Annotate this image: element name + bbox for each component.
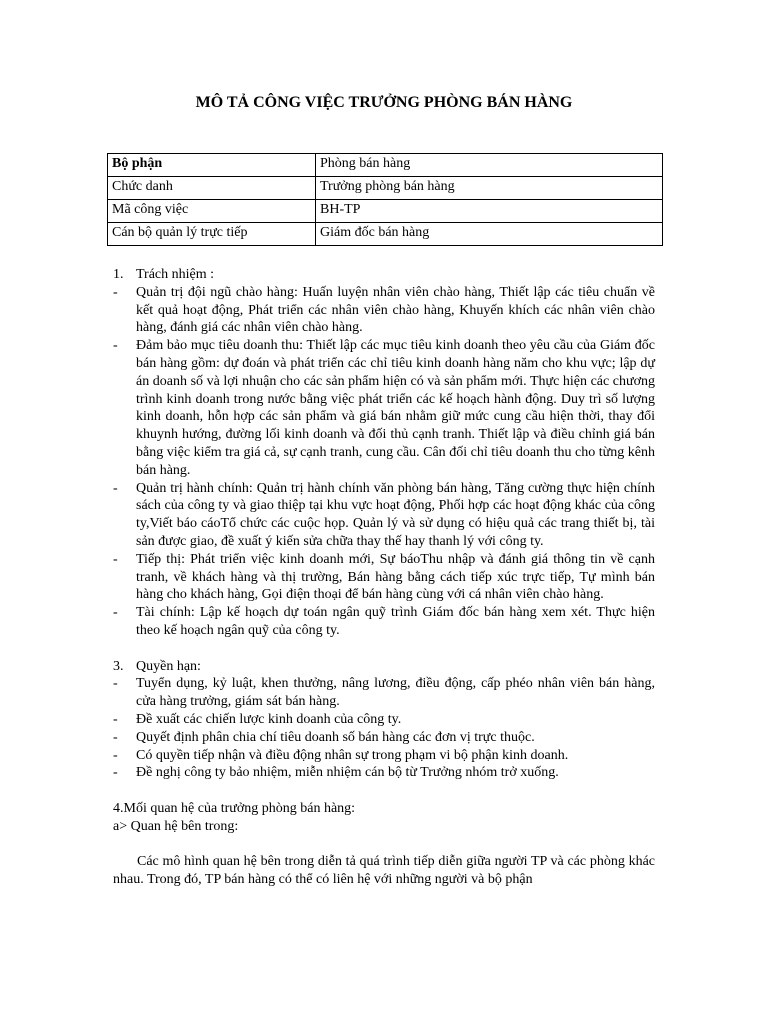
table-row <box>108 154 663 177</box>
list-item <box>113 747 655 765</box>
section-4-heading: 4.Mối quan hệ của trưởng phòng bán hàng: <box>113 800 356 816</box>
list-item <box>113 337 655 479</box>
table-label-manager: Cán bộ quản lý trực tiếp <box>108 223 316 246</box>
section-number: 1. <box>113 267 124 282</box>
bullet: - <box>113 284 118 300</box>
bullet: - <box>113 551 118 567</box>
bullet: - <box>113 747 118 763</box>
table-label-job-code: Mã công việc <box>108 200 316 223</box>
list-item-text: Tài chính: Lập kế hoạch dự toán ngân quỹ trình Giám đốc bán hàng xem xét. Thực hiện theo kế hoạch ngân quỹ của công ty. <box>136 605 655 638</box>
spacer <box>113 782 655 800</box>
bullet: - <box>113 729 118 745</box>
section-heading-text: Trách nhiệm : <box>136 267 215 282</box>
list-item-text: Tiếp thị: Phát triển việc kinh doanh mới, Sự báoThu nhập và đánh giá thông tin về cạnh tranh, về khách hàng và thị trường, Bán hàng bằng cách tiếp xúc trực tiếp, Tự mình bán hàng cho khách hàng, Gọi điện thoại để bán hàng cùng với cá nhân viên chào hàng. <box>136 551 655 603</box>
section-number: 3. <box>113 658 124 674</box>
bullet: - <box>113 765 118 781</box>
list-item <box>113 764 655 782</box>
list-item <box>113 551 655 604</box>
subsection-4a-heading: a> Quan hệ bên trong: <box>113 818 239 834</box>
list-item <box>113 711 655 729</box>
job-info-table <box>107 153 663 246</box>
table-row <box>108 223 663 246</box>
bullet: - <box>113 711 118 727</box>
document-body <box>113 266 655 889</box>
table-row <box>108 177 663 200</box>
table-value-manager: Giám đốc bán hàng <box>316 223 663 246</box>
table-label-position: Chức danh <box>108 177 316 200</box>
bullet: - <box>113 676 118 692</box>
list-item <box>113 480 655 551</box>
bullet: - <box>113 605 118 621</box>
table-value-job-code: BH-TP <box>316 200 663 223</box>
document-title: MÔ TẢ CÔNG VIỆC TRƯỞNG PHÒNG BÁN HÀNG <box>195 94 573 111</box>
bullet: - <box>113 338 118 354</box>
list-item-text: Có quyền tiếp nhận và điều động nhân sự trong phạm vi bộ phận kinh doanh. <box>136 747 569 763</box>
list-item-text: Quản trị hành chính: Quản trị hành chính văn phòng bán hàng, Tăng cường thực hiện chính sách của công ty và giao thiệp tại khu vực hoạt động, Phối hợp các hoạt động khác của công ty,Viết báo cáoTổ chức các cuộc họp. Quản lý và sử dụng có hiệu quả các trang thiết bị, tài sản được giao, đề xuất ý kiến sửa chữa thay thế hay thanh lý với công ty. <box>136 480 655 549</box>
list-item <box>113 284 655 337</box>
section-3-heading <box>113 658 655 676</box>
section-1-heading <box>113 266 655 284</box>
section-heading-text: Quyền hạn: <box>136 658 201 674</box>
list-item <box>113 604 655 640</box>
list-item-text: Quyết định phân chia chí tiêu doanh số bán hàng các đơn vị trực thuộc. <box>136 729 535 745</box>
table-row <box>108 200 663 223</box>
table-value-position: Trưởng phòng bán hàng <box>316 177 663 200</box>
paragraph: Các mô hình quan hệ bên trong diễn tả quá trình tiếp diễn giữa người TP và các phòng khác nhau. Trong đó, TP bán hàng có thể có liên hệ với những người và bộ phận <box>113 854 655 888</box>
list-item <box>113 675 655 711</box>
table-label-department: Bộ phận <box>108 154 316 177</box>
list-item-text: Đảm bảo mục tiêu doanh thu: Thiết lập các mục tiêu kinh doanh theo yêu cầu của Giám đốc bán hàng gồm: dự đoán và phát triển các chỉ tiêu kinh doanh hàng năm cho khu vực; lập dự án doanh số và lợi nhuận cho các sản phẩm hiện có và sản phẩm mới. Thực hiện các chương trình kinh doanh trong nước bằng việc phát triển các kế hoạch hành động. Duy trì số lượng kinh doanh, hỗn hợp các sản phẩm và giá bán nhằm giữ mức cung cầu hiện thời, thay đổi khuynh hướng, đường lối kinh doanh và đối thủ cạnh tranh. Thiết lập và điều chỉnh giá bán bằng việc kiểm tra giá cả, sự cạnh tranh, cung cầu. Cân đối chỉ tiêu doanh thu cho từng kênh bán hàng. <box>136 338 655 478</box>
list-item <box>113 729 655 747</box>
list-item-text: Đề nghị công ty bảo nhiệm, miễn nhiệm cán bộ từ Trưởng nhóm trở xuống. <box>136 765 559 781</box>
spacer <box>113 640 655 658</box>
table-value-department: Phòng bán hàng <box>316 154 663 177</box>
list-item-text: Tuyển dụng, kỷ luật, khen thưởng, nâng lương, điều động, cấp phéo nhân viên bán hàng, cửa hàng trưởng, giám sát bán hàng. <box>136 676 655 710</box>
list-item-text: Quản trị đội ngũ chào hàng: Huấn luyện nhân viên chào hàng, Thiết lập các tiêu chuẩn về kết quả hoạt động, Phát triển các nhân viên chào hàng, Khuyến khích các nhân viên chào hàng, đánh giá các nhân viên chào hàng. <box>136 284 655 336</box>
bullet: - <box>113 480 118 496</box>
list-item-text: Đề xuất các chiến lược kinh doanh của công ty. <box>136 711 402 727</box>
spacer <box>113 836 655 854</box>
